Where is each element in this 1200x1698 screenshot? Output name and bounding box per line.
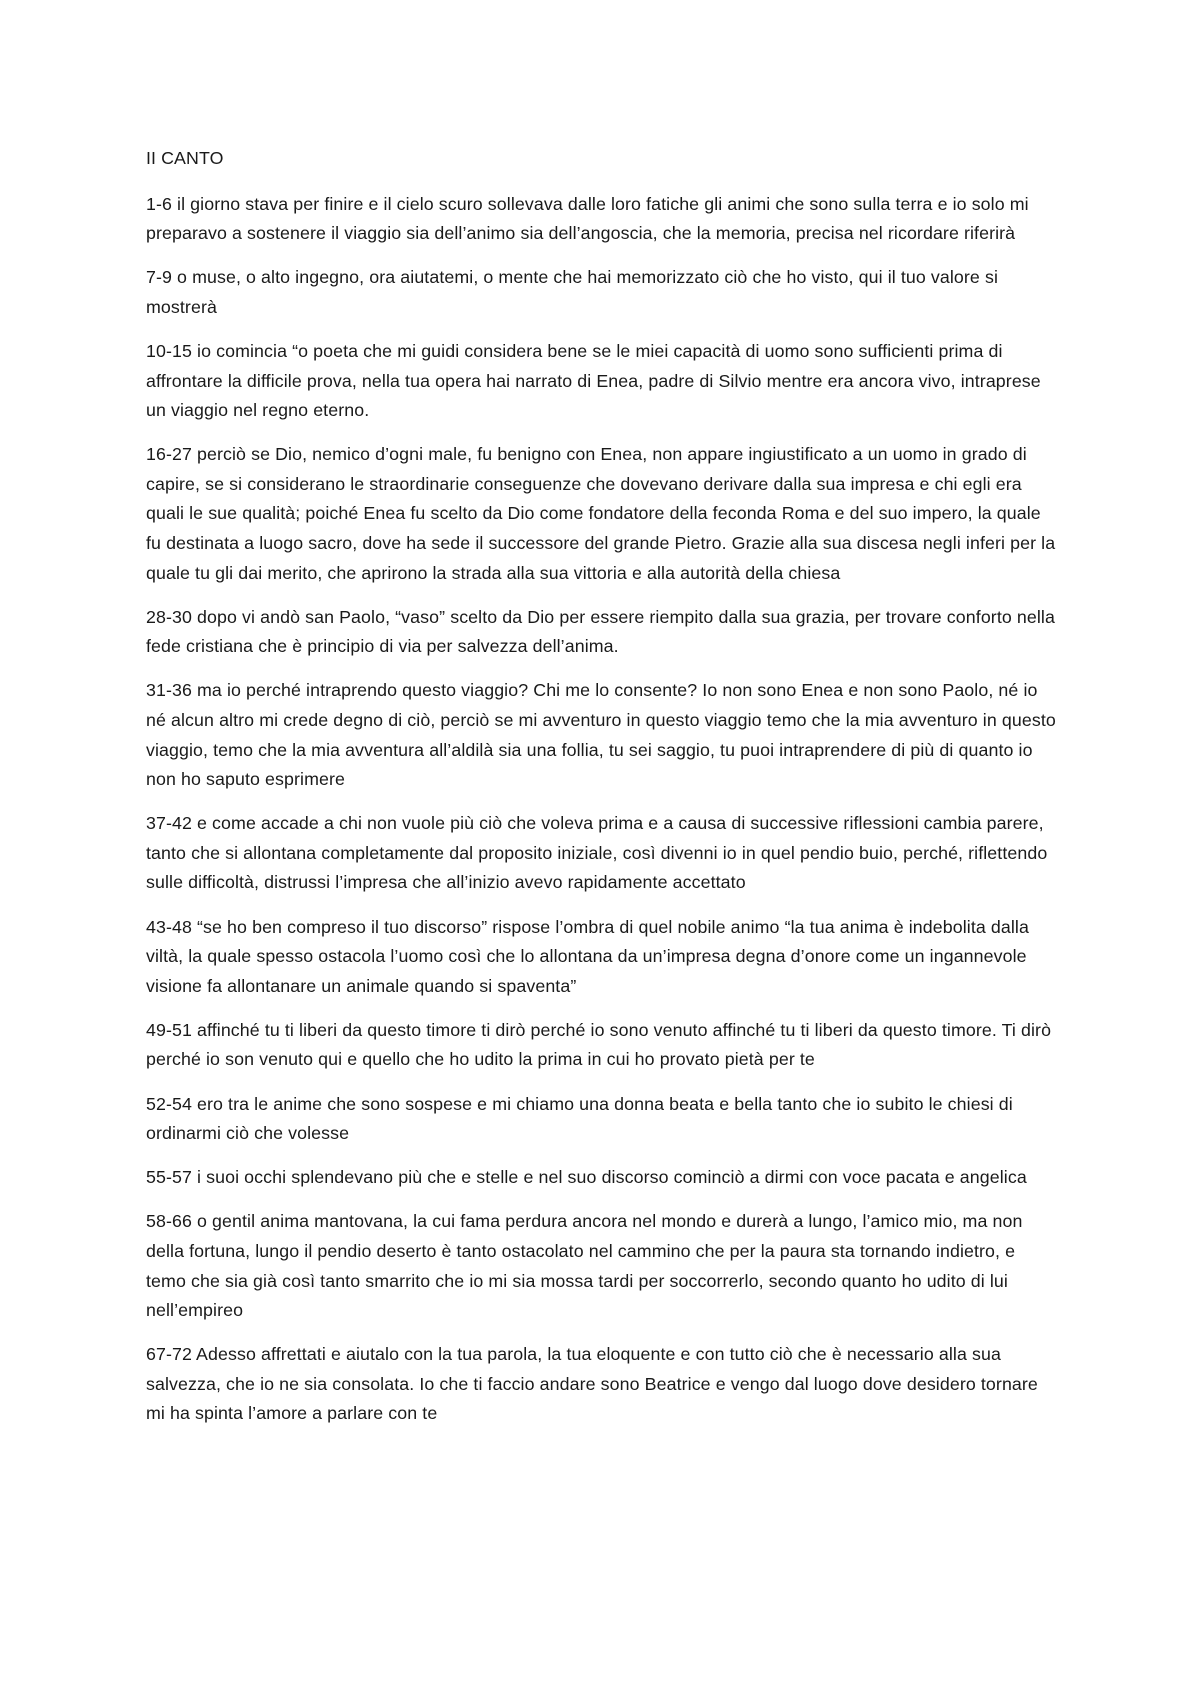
document-body [146,144,1058,1443]
paragraph-37-42: 37-42 e come accade a chi non vuole più ciò che voleva prima e a causa di successive riflessioni cambia parere, tanto che si allontana completamente dal proposito iniziale, così divenni io in quel pendio buio, perché, riflettendo sulle difficoltà, distrussi l’impresa che all’inizio avevo rapidamente accettato [146,813,1048,893]
paragraph-7-9: 7-9 o muse, o alto ingegno, ora aiutatemi, o mente che hai memorizzato ciò che ho visto, qui il tuo valore si mostrerà [146,267,999,317]
paragraph-49-51: 49-51 affinché tu ti liberi da questo timore ti dirò perché io sono venuto affinché tu ti liberi da questo timore. Ti dirò perché io son venuto qui e quello che ho udito la prima in cui ho provato pietà per te [146,1019,1052,1070]
paragraph-67-72: 67-72 Adesso affrettati e aiutalo con la tua parola, la tua eloquente e con tutto ciò che è necessario alla sua salvezza, che io ne sia consolata. Io che ti faccio andare sono Beatrice e vengo dal luogo dove desidero tornare mi ha spinta l’amore a parlare con te [146,1344,1038,1424]
paragraph-28-30: 28-30 dopo vi andò san Paolo, “vaso” scelto da Dio per essere riempito dalla sua grazia, per trovare conforto nella fede cristiana che è principio di via per salvezza dell’anima. [146,606,1055,657]
paragraph-10-15: 10-15 io comincia “o poeta che mi guidi considera bene se le miei capacità di uomo sono sufficienti prima di affrontare la difficile prova, nella tua opera hai narrato di Enea, padre di Silvio mentre era ancora vivo, intraprese un viaggio nel regno eterno. [146,340,1041,421]
paragraph-58-66: 58-66 o gentil anima mantovana, la cui fama perdura ancora nel mondo e durerà a lungo, l’amico mio, ma non della fortuna, lungo il pendio deserto è tanto ostacolato nel cammino che per la paura sta tornando indietro, e temo che sia già così tanto smarrito che io mi sia mossa tardi per soccorrerlo, secondo quanto ho udito di lui nell’empireo [146,1211,1023,1321]
paragraph-43-48: 43-48 “se ho ben compreso il tuo discorso” rispose l’ombra di quel nobile animo “la tua anima è indebolita dalla viltà, la quale spesso ostacola l’uomo così che lo allontana da un’impresa degna d’onore come un ingannevole visione fa allontanare un animale quando si spaventa” [146,916,1029,996]
canto-title: II CANTO [146,148,224,168]
paragraph-16-27: 16-27 perciò se Dio, nemico d’ogni male, fu benigno con Enea, non appare ingiustificato a un uomo in grado di capire, se si considerano le straordinarie conseguenze che dovevano derivare dalla sua impresa e chi egli era quali le sue qualità; poiché Enea fu scelto da Dio come fondatore della feconda Roma e del suo impero, la quale fu destinata a luogo sacro, dove ha sede il successore del grande Pietro. Grazie alla sua discesa negli inferi per la quale tu gli dai merito, che aprirono la strada alla sua vittoria e alla autorità della chiesa [146,444,1056,583]
paragraph-55-57: 55-57 i suoi occhi splendevano più che e stelle e nel suo discorso cominciò a dirmi con voce pacata e angelica [146,1167,1027,1188]
paragraph-1-6: 1-6 il giorno stava per finire e il cielo scuro sollevava dalle loro fatiche gli animi che sono sulla terra e io solo mi preparavo a sostenere il viaggio sia dell’animo sia dell’angoscia, che la memoria, precisa nel ricordare riferirà [146,193,1029,244]
paragraph-52-54: 52-54 ero tra le anime che sono sospese e mi chiamo una donna beata e bella tanto che io subito le chiesi di ordinarmi ciò che volesse [146,1093,1013,1144]
paragraph-31-36: 31-36 ma io perché intraprendo questo viaggio? Chi me lo consente? Io non sono Enea e non sono Paolo, né io né alcun altro mi crede degno di ciò, perciò se mi avventuro in questo viaggio temo che la mia avventuro in questo viaggio, temo che la mia avventura all’aldilà sia una follia, tu sei saggio, tu puoi intraprendere di più di quanto io non ho saputo esprimere [146,680,1056,790]
